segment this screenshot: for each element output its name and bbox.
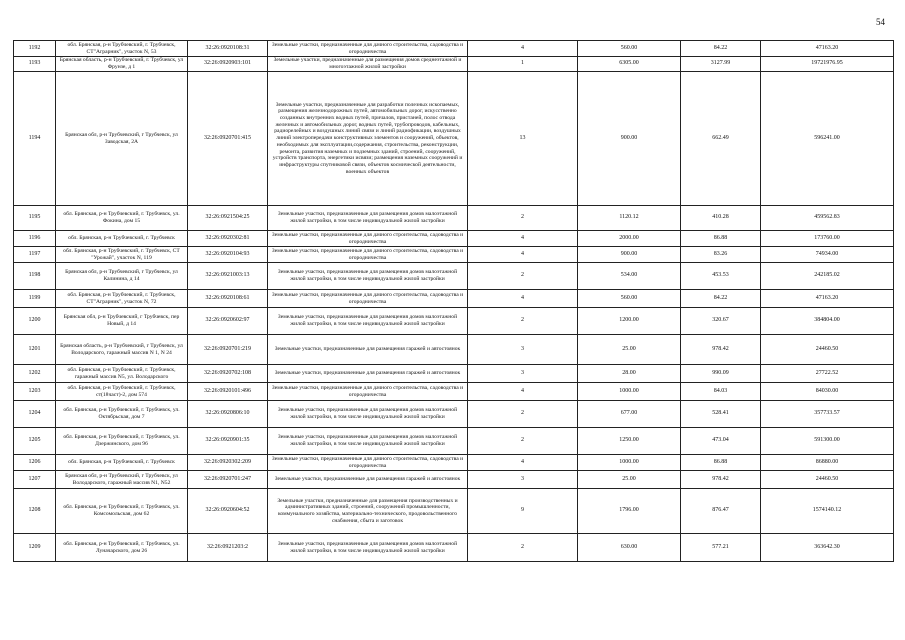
cadastral-value-cell: 242185.02 [761,263,894,290]
table-row [14,263,894,290]
table-row [14,401,894,428]
unit-value-cell: 84.03 [681,383,761,401]
row-number: 1205 [14,428,56,455]
group-cell: 4 [468,290,578,308]
row-number: 1206 [14,455,56,471]
area-cell: 677.00 [578,401,681,428]
unit-value-cell: 84.22 [681,290,761,308]
row-number: 1193 [14,57,56,72]
cadastral-number-cell: 32:26:0920806:10 [188,401,268,428]
land-use-cell: Земельные участки, предназначенные для дачного строительства, садоводства и огородничества [268,41,468,57]
area-cell: 1200.00 [578,308,681,335]
unit-value-cell: 83.26 [681,247,761,263]
row-number: 1201 [14,335,56,365]
area-cell: 1120.12 [578,206,681,231]
group-cell: 2 [468,401,578,428]
unit-value-cell: 528.41 [681,401,761,428]
cadastral-number-cell: 32:26:0920602:97 [188,308,268,335]
cadastral-value-cell: 19721976.95 [761,57,894,72]
land-use-cell: Земельные участки, предназначенные для размещения домов малоэтажной жилой застройки, в том числе индивидуальной жилой застройки [268,534,468,562]
row-number: 1197 [14,247,56,263]
row-number: 1192 [14,41,56,57]
cadastral-number-cell: 32:26:0920701:219 [188,335,268,365]
cadastral-number-cell: 32:26:0920901:35 [188,428,268,455]
address-cell: Брянская обл, р-н Трубчевский, г Трубчевск, ул Калинина, д 14 [56,263,188,290]
cadastral-number-cell: 32:26:0920108:31 [188,41,268,57]
address-cell: обл. Брянская, р-н Трубчевский, г. Трубчевск, СТ "Урожай", участок N, 119 [56,247,188,263]
cadastral-number-cell: 32:26:0920302:81 [188,231,268,247]
unit-value-cell: 990.09 [681,365,761,383]
area-cell: 534.00 [578,263,681,290]
area-cell: 900.00 [578,72,681,206]
group-cell: 2 [468,206,578,231]
cadastral-number-cell: 32:26:0920104:93 [188,247,268,263]
table-row [14,247,894,263]
row-number: 1204 [14,401,56,428]
cadastral-value-cell: 596241.00 [761,72,894,206]
address-cell: обл. Брянская, р-н Трубчевский, г. Трубчевск, ст(18част)-2, дом 574 [56,383,188,401]
table-row [14,455,894,471]
table-row [14,41,894,57]
group-cell: 3 [468,335,578,365]
group-cell: 9 [468,489,578,534]
table-row [14,489,894,534]
land-use-cell: Земельные участки, предназначенные для размещения гаражей и автостоянок [268,471,468,489]
cadastral-number-cell: 32:26:0921504:25 [188,206,268,231]
area-cell: 1796.00 [578,489,681,534]
cadastral-value-cell: 384804.00 [761,308,894,335]
cadastral-value-cell: 459562.83 [761,206,894,231]
table-row [14,428,894,455]
cadastral-number-cell: 32:26:0920701:247 [188,471,268,489]
unit-value-cell: 320.67 [681,308,761,335]
address-cell: обл. Брянская, р-н Трубчевский, г. Трубчевск, гаражный массив N5, ул. Володарского [56,365,188,383]
area-cell: 25.00 [578,335,681,365]
unit-value-cell: 577.21 [681,534,761,562]
unit-value-cell: 978.42 [681,471,761,489]
group-cell: 2 [468,428,578,455]
area-cell: 6305.00 [578,57,681,72]
group-cell: 4 [468,455,578,471]
table-row [14,365,894,383]
group-cell: 13 [468,72,578,206]
cadastral-number-cell: 32:26:0920701:415 [188,72,268,206]
table-row [14,206,894,231]
address-cell: обл. Брянская, р-н Трубчевский, г. Трубчевск, ул. Дзержинского, дом 96 [56,428,188,455]
table-row [14,231,894,247]
cadastral-number-cell: 32:26:0920108:61 [188,290,268,308]
cadastral-value-cell: 24460.50 [761,471,894,489]
row-number: 1195 [14,206,56,231]
cadastral-value-cell: 363642.30 [761,534,894,562]
cadastral-value-cell: 84030.00 [761,383,894,401]
land-use-cell: Земельные участки, предназначенные для размещения домов малоэтажной жилой застройки, в том числе индивидуальной жилой застройки [268,263,468,290]
cadastral-number-cell: 32:26:0920302:209 [188,455,268,471]
land-use-cell: Земельные участки, предназначенные для размещения домов малоэтажной жилой застройки, в том числе индивидуальной жилой застройки [268,308,468,335]
area-cell: 1000.00 [578,455,681,471]
row-number: 1194 [14,72,56,206]
address-cell: Брянская обл, р-н Трубчевский, г Трубчевск, ул Заводская, 2А [56,72,188,206]
cadastral-value-cell: 24460.50 [761,335,894,365]
land-use-cell: Земельные участки, предназначенные для дачного строительства, садоводства и огородничества [268,290,468,308]
address-cell: обл. Брянская, р-н Трубчевский, г. Трубчевск, ул. Фокина, дом 15 [56,206,188,231]
area-cell: 560.00 [578,290,681,308]
cadastral-value-cell: 74934.00 [761,247,894,263]
cadastral-value-cell: 1574140.12 [761,489,894,534]
address-cell: обл. Брянская, р-н Трубчевский, г. Трубчевск, ул. Октябрьская, дом 7 [56,401,188,428]
unit-value-cell: 86.88 [681,231,761,247]
address-cell: обл. Брянская, р-н Трубчевский, г. Трубчевск [56,231,188,247]
cadastral-number-cell: 32:26:0920604:52 [188,489,268,534]
area-cell: 1000.00 [578,383,681,401]
land-use-cell: Земельные участки, предназначенные для размещения домов малоэтажной жилой застройки, в том числе индивидуальной жилой застройки [268,401,468,428]
group-cell: 3 [468,365,578,383]
unit-value-cell: 876.47 [681,489,761,534]
table-row [14,308,894,335]
land-use-cell: Земельные участки, предназначенные для размещения гаражей и автостоянок [268,365,468,383]
area-cell: 900.00 [578,247,681,263]
table-row [14,72,894,206]
cadastral-number-cell: 32:26:0921203:2 [188,534,268,562]
cadastral-value-cell: 173760.00 [761,231,894,247]
row-number: 1200 [14,308,56,335]
land-use-cell: Земельные участки, предназначенные для дачного строительства, садоводства и огородничества [268,231,468,247]
address-cell: Брянская обл, р-н Трубчевский, г Трубчевск, пер Новый, д 14 [56,308,188,335]
cadastral-number-cell: 32:26:0920101:496 [188,383,268,401]
land-use-cell: Земельные участки, предназначенные для размещения домов малоэтажной жилой застройки, в том числе индивидуальной жилой застройки [268,206,468,231]
row-number: 1208 [14,489,56,534]
unit-value-cell: 453.53 [681,263,761,290]
address-cell: Брянская обл, р-н Трубчевский, г Трубчевск, ул Володарского, гаражный массив N1, N52 [56,471,188,489]
land-use-cell: Земельные участки, предназначенные для размещения домов среднеэтажной и многоэтажной жилой застройки [268,57,468,72]
cadastral-number-cell: 32:26:0920903:101 [188,57,268,72]
land-use-cell: Земельные участки, предназначенные для разработки полезных ископаемых, размещения железнодорожных путей, автомобильных дорог, искусственно созданных внутренних водных путей, причалов, пристаней, полос отвода железных и автомобильных дорог, водных путей, трубопроводов, кабельных, радиорелейных и воздушных линий связи и линий радиофикации, воздушных линий электропередачи конструктивных элементов и сооружений, объектов, необходимых для эксплуатации,содержания, строительства, реконструкции, ремонта, развития наземных и подземных зданий, строений, сооружений, устройств транспорта, энергетики исвязи; размещения наземных сооружений и инфраструктуры спутниковой связи, объектов космической деятельности, военных объектов [268,72,468,206]
area-cell: 560.00 [578,41,681,57]
unit-value-cell: 978.42 [681,335,761,365]
table-row [14,290,894,308]
land-use-cell: Земельные участки, предназначенные для дачного строительства, садоводства и огородничества [268,455,468,471]
group-cell: 2 [468,263,578,290]
area-cell: 25.00 [578,471,681,489]
row-number: 1196 [14,231,56,247]
address-cell: Брянская область, р-н Трубчевский, г Трубчевск, ул Володарского, гаражный массив N 1, N 24 [56,335,188,365]
unit-value-cell: 662.49 [681,72,761,206]
group-cell: 4 [468,41,578,57]
table-row [14,534,894,562]
unit-value-cell: 86.88 [681,455,761,471]
area-cell: 28.00 [578,365,681,383]
cadastral-value-cell: 47163.20 [761,290,894,308]
address-cell: обл. Брянская, р-н Трубчевский, г. Трубчевск, СТ"Аграрник", участок N, 72 [56,290,188,308]
group-cell: 3 [468,471,578,489]
address-cell: обл. Брянская, р-н Трубчевский, г. Трубчевск, ул. Комсомольская, дом 62 [56,489,188,534]
row-number: 1202 [14,365,56,383]
group-cell: 4 [468,231,578,247]
cadastral-number-cell: 32:26:0920702:108 [188,365,268,383]
cadastral-value-cell: 47163.20 [761,41,894,57]
area-cell: 630.00 [578,534,681,562]
group-cell: 2 [468,308,578,335]
unit-value-cell: 84.22 [681,41,761,57]
table-row [14,57,894,72]
unit-value-cell: 410.28 [681,206,761,231]
row-number: 1203 [14,383,56,401]
cadastral-value-cell: 357733.57 [761,401,894,428]
unit-value-cell: 473.04 [681,428,761,455]
group-cell: 4 [468,247,578,263]
area-cell: 2000.00 [578,231,681,247]
page-number: 54 [876,17,885,27]
unit-value-cell: 3127.99 [681,57,761,72]
cadastral-value-cell: 86880.00 [761,455,894,471]
land-use-cell: Земельные участки, предназначенные для размещения производственных и административных зданий, строений, сооружений промышленности, коммунального хозяйства, материально-технического, продовольственного снабжения, сбыта и заготовок [268,489,468,534]
cadastral-number-cell: 32:26:0921003:13 [188,263,268,290]
land-use-cell: Земельные участки, предназначенные для размещения гаражей и автостоянок [268,335,468,365]
cadastral-value-cell: 591300.00 [761,428,894,455]
group-cell: 4 [468,383,578,401]
row-number: 1198 [14,263,56,290]
area-cell: 1250.00 [578,428,681,455]
cadastral-value-table [13,40,894,562]
table-row [14,335,894,365]
cadastral-value-cell: 27722.52 [761,365,894,383]
land-use-cell: Земельные участки, предназначенные для размещения домов малоэтажной жилой застройки, в том числе индивидуальной жилой застройки [268,428,468,455]
address-cell: Брянская область, р-н Трубчевский, г. Трубчевск, ул Фрунзе, д 1 [56,57,188,72]
address-cell: обл. Брянская, р-н Трубчевский, г. Трубчевск [56,455,188,471]
land-use-cell: Земельные участки, предназначенные для дачного строительства, садоводства и огородничества [268,383,468,401]
address-cell: обл. Брянская, р-н Трубчевский, г. Трубчевск, ул. Луначарского, дом 26 [56,534,188,562]
row-number: 1209 [14,534,56,562]
table-row [14,383,894,401]
land-use-cell: Земельные участки, предназначенные для дачного строительства, садоводства и огородничества [268,247,468,263]
address-cell: обл. Брянская, р-н Трубчевский, г. Трубчевск, СТ"Аграрник", участок N, 53 [56,41,188,57]
row-number: 1199 [14,290,56,308]
group-cell: 2 [468,534,578,562]
group-cell: 1 [468,57,578,72]
table-row [14,471,894,489]
row-number: 1207 [14,471,56,489]
